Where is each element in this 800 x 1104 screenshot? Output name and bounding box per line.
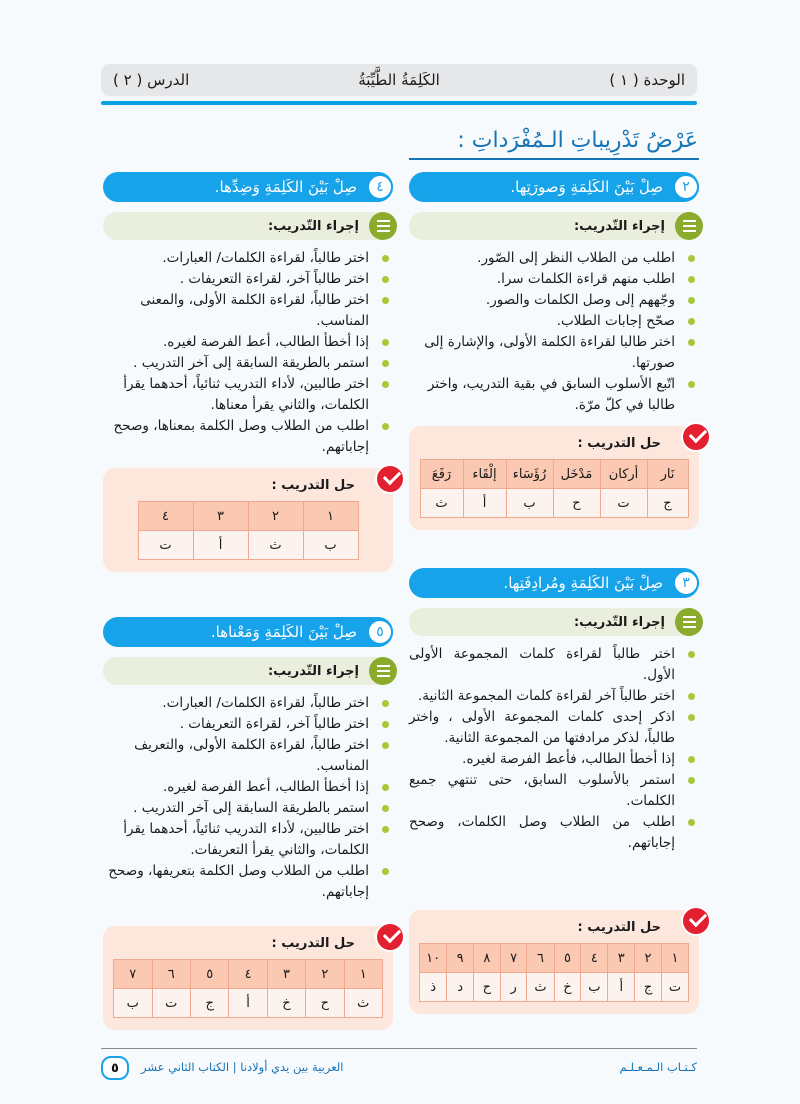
exercise-2-header — [409, 172, 699, 202]
exercise-2 — [409, 172, 699, 530]
answer-table — [138, 501, 359, 560]
answer-header-cell: ٧ — [500, 944, 527, 973]
answer-cell: ث — [527, 973, 554, 1002]
step-item: استمر بالطريقة السابقة إلى آخر التدريب . — [103, 798, 369, 819]
exercise-number-badge: ٥ — [367, 619, 393, 645]
solution-label: حل التدريب : — [577, 920, 661, 935]
answer-cell: أ — [193, 531, 248, 560]
solution-box — [409, 426, 699, 530]
lesson-number: الدرس ( ٢ ) — [113, 71, 190, 89]
solution-box — [103, 926, 393, 1030]
answer-header-cell: ١٠ — [420, 944, 447, 973]
checkmark-icon — [375, 464, 405, 494]
page-footer — [101, 1056, 697, 1080]
procedure-label: إجراء التّدريب: — [267, 218, 359, 234]
section-title-underline — [409, 158, 699, 160]
exercise-title: صِلْ بَيْنَ الكَلِمَةِ وَمَعْناها. — [210, 623, 357, 641]
step-item: اختر طالباً آخر، لقراءة التعريفات . — [103, 269, 369, 290]
answer-header-cell: إلْقَاء — [463, 460, 506, 489]
exercise-number-badge: ٤ — [367, 174, 393, 200]
procedure-label: إجراء التّدريب: — [267, 663, 359, 679]
step-item: اختر طالبا لقراءة الكلمة الأولى، والإشارة إلى صورتها. — [409, 332, 675, 374]
answer-cell: ذ — [420, 973, 447, 1002]
answer-cell: ح — [553, 489, 600, 518]
step-item: اختر طالباً، لقراءة الكلمات/ العبارات. — [103, 248, 369, 269]
steps-list — [103, 693, 393, 903]
step-item: اطلب من الطلاب وصل الكلمة بمعناها، وصحح إجاباتهم. — [103, 416, 369, 458]
procedure-bar — [409, 608, 699, 636]
answer-table — [419, 943, 689, 1002]
answer-header-cell: ٧ — [114, 960, 153, 989]
answer-cell: ج — [191, 989, 229, 1018]
exercise-number-badge: ٣ — [673, 570, 699, 596]
step-item: اختر طالباً آخر، لقراءة التعريفات . — [103, 714, 369, 735]
answer-header-cell: ٣ — [193, 502, 248, 531]
answer-header-cell: ٦ — [527, 944, 554, 973]
step-item: إذا أخطأ الطالب، فأعط الفرصة لغيره. — [409, 749, 675, 770]
exercise-5 — [103, 617, 393, 903]
steps-list — [409, 644, 699, 854]
answer-header-cell: ٤ — [581, 944, 608, 973]
book-label: كـتـاب الـمـعـلـم — [619, 1060, 697, 1074]
solution-label: حل التدريب : — [271, 936, 355, 951]
procedure-bar — [103, 212, 393, 240]
footer-divider — [101, 1048, 697, 1049]
answer-cell: ب — [506, 489, 553, 518]
step-item: اطلب من الطلاب وصل الكلمة بتعريفها، وصحح إجاباتهم. — [103, 861, 369, 903]
answer-cell: خ — [554, 973, 581, 1002]
solution-label: حل التدريب : — [577, 436, 661, 451]
answer-cell: ث — [248, 531, 303, 560]
answer-header-cell: ٨ — [473, 944, 500, 973]
answer-cell: ب — [581, 973, 608, 1002]
answer-cell: ت — [661, 973, 688, 1002]
answer-cell: ت — [138, 531, 193, 560]
exercise-title: صِلْ بَيْنَ الكَلِمَةِ ومُرادِفَتِها. — [503, 574, 663, 592]
answer-header-cell: نَار — [647, 460, 688, 489]
answer-header-cell: ١ — [661, 944, 688, 973]
exercise-title: صِلْ بَيْنَ الكَلِمَةِ وَضِدِّها. — [214, 178, 357, 196]
checkmark-icon — [681, 906, 711, 936]
answer-header-cell: رَفَعَ — [420, 460, 463, 489]
step-item: اختر طالباً لقراءة كلمات المجموعة الأولى الأول. — [409, 644, 675, 686]
unit-label: الوحدة ( ١ ) — [609, 71, 685, 89]
exercise-5-header — [103, 617, 393, 647]
answer-header-cell: رُؤَسَاء — [506, 460, 553, 489]
solution-box — [409, 910, 699, 1014]
answer-cell: ب — [303, 531, 358, 560]
answer-header-cell: ٢ — [248, 502, 303, 531]
step-item: اختر طالباً، لقراءة الكلمات/ العبارات. — [103, 693, 369, 714]
exercise-4-header — [103, 172, 393, 202]
procedure-bar — [103, 657, 393, 685]
steps-list — [103, 248, 393, 458]
exercise-3-solution — [409, 910, 699, 1014]
answer-cell: ج — [635, 973, 662, 1002]
header-divider — [101, 101, 697, 105]
step-item: اتّبع الأسلوب السابق في بقية التدريب، واختر طالبا في كلّ مرّة. — [409, 374, 675, 416]
answer-cell: أ — [463, 489, 506, 518]
answer-header-cell: ٢ — [306, 960, 344, 989]
steps-list — [409, 248, 699, 416]
procedure-bar — [409, 212, 699, 240]
solution-label: حل التدريب : — [271, 478, 355, 493]
exercise-3 — [409, 568, 699, 854]
answer-header-cell: ٤ — [229, 960, 267, 989]
answer-cell: ت — [600, 489, 647, 518]
list-icon — [369, 657, 397, 685]
page-header — [101, 64, 697, 96]
exercise-5-solution — [103, 926, 393, 1030]
answer-header-cell: ٥ — [191, 960, 229, 989]
section-title: عَرْضُ تَدْرِيباتِ الـمُفْرَداتِ : — [457, 128, 698, 153]
answer-cell: ث — [344, 989, 382, 1018]
step-item: صحّح إجابات الطلاب. — [409, 311, 675, 332]
answer-cell: ث — [420, 489, 463, 518]
checkmark-icon — [375, 922, 405, 952]
step-item: إذا أخطأ الطالب، أعط الفرصة لغيره. — [103, 332, 369, 353]
answer-header-cell: أركان — [600, 460, 647, 489]
exercise-4 — [103, 172, 393, 572]
step-item: استمر بالأسلوب السابق، حتى تنتهي جميع الكلمات. — [409, 770, 675, 812]
answer-header-cell: ١ — [344, 960, 382, 989]
step-item: اذكر إحدى كلمات المجموعة الأولى ، واختر طالباً، لذكر مرادفتها من المجموعة الثانية. — [409, 707, 675, 749]
list-icon — [369, 212, 397, 240]
page-number: ٥ — [101, 1056, 129, 1080]
answer-cell: ح — [306, 989, 344, 1018]
step-item: وجّههم إلى وصل الكلمات والصور. — [409, 290, 675, 311]
exercise-3-header — [409, 568, 699, 598]
step-item: اختر طالبين، لأداء التدريب ثنائياً، أحدهما يقرأ الكلمات، والثاني يقرأ معناها. — [103, 374, 369, 416]
list-icon — [675, 608, 703, 636]
procedure-label: إجراء التّدريب: — [573, 614, 665, 630]
step-item: اختر طالبين، لأداء التدريب ثنائياً، أحدهما يقرأ الكلمات، والثاني يقرأ التعريفات. — [103, 819, 369, 861]
answer-header-cell: ٢ — [635, 944, 662, 973]
answer-header-cell: ١ — [303, 502, 358, 531]
answer-cell: ت — [152, 989, 190, 1018]
answer-cell: ر — [500, 973, 527, 1002]
answer-cell: أ — [608, 973, 635, 1002]
answer-cell: أ — [229, 989, 267, 1018]
step-item: اختر طالباً، لقراءة الكلمة الأولى، والمعنى المناسب. — [103, 290, 369, 332]
step-item: اطلب من الطلاب وصل الكلمات، وصحح إجاباتهم. — [409, 812, 675, 854]
solution-box — [103, 468, 393, 572]
answer-header-cell: ٦ — [152, 960, 190, 989]
answer-cell: ح — [473, 973, 500, 1002]
answer-header-cell: ٩ — [447, 944, 474, 973]
step-item: إذا أخطأ الطالب، أعط الفرصة لغيره. — [103, 777, 369, 798]
exercise-title: صِلْ بَيْنَ الكَلِمَةِ وَصورَتِها. — [510, 178, 663, 196]
answer-header-cell: مَدْخَل — [553, 460, 600, 489]
exercise-number-badge: ٢ — [673, 174, 699, 200]
step-item: استمر بالطريقة السابقة إلى آخر التدريب . — [103, 353, 369, 374]
answer-table — [113, 959, 383, 1018]
answer-table — [420, 459, 689, 518]
step-item: اختر طالباً، لقراءة الكلمة الأولى، والتعريف المناسب. — [103, 735, 369, 777]
step-item: اطلب من الطلاب النظر إلى الصّور. — [409, 248, 675, 269]
list-icon — [675, 212, 703, 240]
step-item: اختر طالباً آخر لقراءة كلمات المجموعة الثانية. — [409, 686, 675, 707]
answer-header-cell: ٣ — [267, 960, 305, 989]
answer-cell: د — [447, 973, 474, 1002]
answer-header-cell: ٥ — [554, 944, 581, 973]
answer-header-cell: ٣ — [608, 944, 635, 973]
answer-cell: ب — [114, 989, 153, 1018]
step-item: اطلب منهم قراءة الكلمات سرا. — [409, 269, 675, 290]
checkmark-icon — [681, 422, 711, 452]
answer-cell: ج — [647, 489, 688, 518]
answer-header-cell: ٤ — [138, 502, 193, 531]
procedure-label: إجراء التّدريب: — [573, 218, 665, 234]
lesson-title: الكَلِمَةُ الطَّيِّبَةُ — [358, 71, 440, 89]
answer-cell: خ — [267, 989, 305, 1018]
series-label: العربية بين يدي أولادنا | الكتاب الثاني عشر — [141, 1060, 344, 1074]
